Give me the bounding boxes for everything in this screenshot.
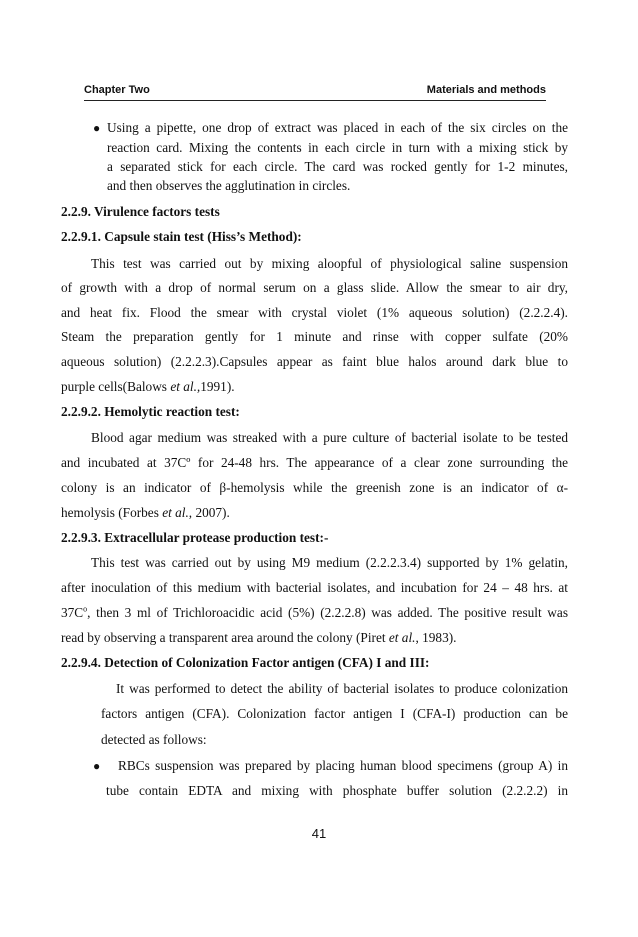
bullet1-line-4: and then observes the agglutination in circles. [107,178,351,193]
heading-2-2-9-3: 2.2.9.3. Extracellular protease production test:- [61,530,329,545]
capsule-line-6: purple cells(Balows et al.,1991). [61,379,235,394]
hemolytic-line-4: hemolysis (Forbes et al., 2007). [61,505,230,520]
header-section: Materials and methods [426,84,546,96]
bullet2-line-1: RBCs suspension was prepared by placing human blood specimens (group A) in [118,758,568,773]
heading-2-2-9-4: 2.2.9.4. Detection of Colonization Factor antigen (CFA) I and III: [61,655,430,670]
capsule-line-1: This test was carried out by mixing aloopful of physiological saline suspension [91,256,568,271]
bullet1-line-3: a separated stick for each circle. The card was rocked gently for 1-2 minutes, [107,159,568,174]
heading-2-2-9-2: 2.2.9.2. Hemolytic reaction test: [61,404,240,419]
hemolytic-line-1: Blood agar medium was streaked with a pure culture of bacterial isolate to be tested [91,430,568,445]
bullet-icon: ● [93,121,101,135]
cfa-line-1: It was performed to detect the ability of bacterial isolates to produce colonization [116,681,568,696]
cfa-line-2: factors antigen (CFA). Colonization factor antigen I (CFA-I) production can be [101,706,568,721]
bullet2-line-2: tube contain EDTA and mixing with phosphate buffer solution (2.2.2.2) in [106,783,568,798]
hemolytic-line-2: and incubated at 37Cº for 24-48 hrs. The appearance of a clear zone surrounding the [61,455,568,470]
bullet1-line-2: reaction card. Mixing the contents in each circle in turn with a mixing stick by [107,140,568,155]
cfa-line-3: detected as follows: [101,732,207,747]
bullet1-line-1: Using a pipette, one drop of extract was placed in each of the six circles on the [107,120,568,135]
capsule-line-3: and heat fix. Flood the smear with crystal violet (1% aqueous solution) (2.2.2.4). [61,305,568,320]
bullet-icon: ● [93,759,101,773]
capsule-line-4: Steam the preparation gently for 1 minute and rinse with copper sulfate (20% [61,329,568,344]
hemolytic-line-3: colony is an indicator of β-hemolysis while the greenish zone is an indicator of α- [61,480,568,495]
capsule-line-2: of growth with a drop of normal serum on a glass slide. Allow the smear to air dry, [61,280,568,295]
protease-line-1: This test was carried out by using M9 medium (2.2.2.3.4) supported by 1% gelatin, [91,555,568,570]
protease-line-3: $37C^o$, then 3 ml of Trichloroacidic acid (5%) (2.2.2.8) was added. The positive result was [61,604,568,620]
header-chapter: Chapter Two [84,84,150,96]
heading-2-2-9: 2.2.9. Virulence factors tests [61,204,220,219]
heading-2-2-9-1: 2.2.9.1. Capsule stain test (Hiss’s Method): [61,229,302,244]
running-header [84,82,546,101]
protease-line-4: read by observing a transparent area around the colony (Piret et al., 1983). [61,630,457,645]
protease-line-2: after inoculation of this medium with bacterial isolates, and incubation for 24 – 48 hrs. at [61,580,568,595]
page-number: 41 [311,826,327,841]
capsule-line-5: aqueous solution) (2.2.2.3).Capsules appear as faint blue halos around dark blue to [61,354,568,369]
